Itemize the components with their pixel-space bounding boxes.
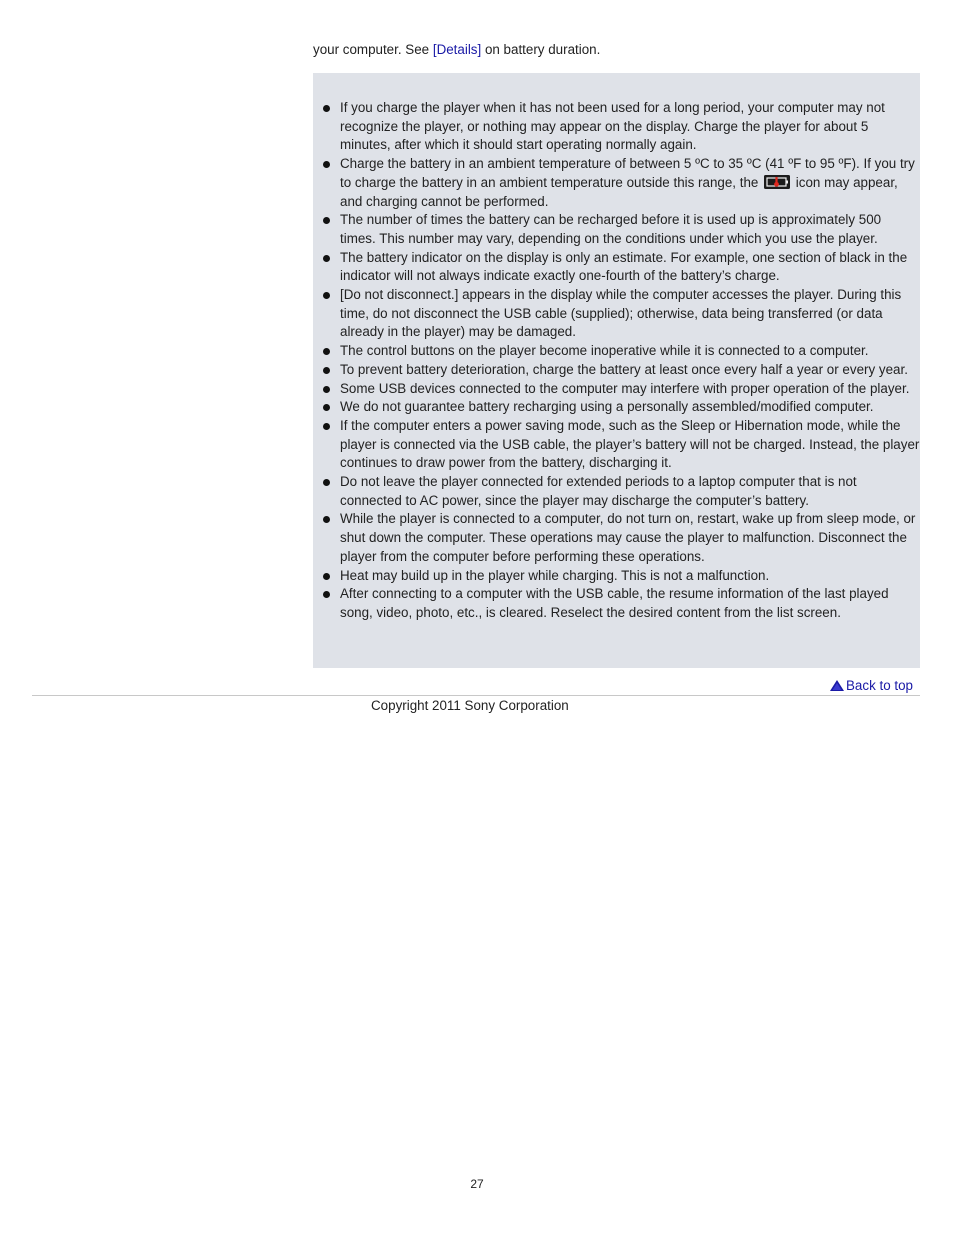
list-item [340,567,920,586]
list-item [340,342,920,361]
list-item [340,585,920,622]
list-item-text: We do not guarantee battery recharging using a personally assembled/modified computer. [340,399,874,415]
bullet-icon [323,423,330,430]
up-triangle-icon [830,680,844,691]
bullet-icon [323,591,330,598]
bullet-icon [323,348,330,355]
bullet-icon [323,404,330,411]
bullet-icon [323,516,330,523]
bullet-icon [323,292,330,299]
copyright-text: Copyright 2011 Sony Corporation [371,698,569,713]
list-item [340,286,920,342]
bullet-icon [323,255,330,262]
bullet-icon [323,367,330,374]
back-to-top-link[interactable] [830,677,913,694]
list-item-text: Some USB devices connected to the computer may interfere with proper operation of the player. [340,380,910,396]
list-item-text: If you charge the player when it has not been used for a long period, your computer may not recognize the player, or nothing may appear on the display. Charge the player for about 5 minutes, after which it should start operating normally again. [340,100,885,153]
list-item [340,417,920,473]
list-item-text-before: Charge the battery in an ambient temperature of between 5 ºC to 35 ºC (41 ºF to 95 ºF). If you try to charge the battery in an ambient temperature outside this range, the [340,156,915,190]
back-to-top-label: Back to top [846,678,913,693]
bullet-icon [323,479,330,486]
list-item [340,380,920,399]
list-item-text: The battery indicator on the display is only an estimate. For example, one section of black in the indicator will not always indicate exactly one-fourth of the battery’s charge. [340,249,908,284]
bullet-icon [323,161,330,168]
list-item-text: The control buttons on the player become inoperative while it is connected to a computer. [340,343,869,359]
list-item [340,398,920,417]
list-item-text: Heat may build up in the player while charging. This is not a malfunction. [340,567,770,583]
details-link[interactable]: [Details] [432,42,482,57]
list-item-text: To prevent battery deterioration, charge the battery at least once every half a year or every year. [340,361,908,377]
bullet-icon [323,105,330,112]
charging-error-icon [764,175,790,189]
page-number: 27 [470,1177,484,1191]
intro-text-after: on battery duration. [481,42,601,57]
bullet-icon [323,217,330,224]
list-item-text: Do not leave the player connected for extended periods to a laptop computer that is not connected to AC power, since the player may discharge the computer’s battery. [340,474,857,508]
list-item-text: After connecting to a computer with the USB cable, the resume information of the last played song, video, photo, etc., is cleared. Reselect the desired content from the list screen. [340,586,889,620]
notes-list [313,99,920,623]
list-item [340,249,920,286]
list-item-text: The number of times the battery can be recharged before it is used up is approximately 500 times. This number may vary, depending on the conditions under which you use the player. [340,212,882,246]
list-item [340,99,920,155]
list-item [340,473,920,510]
bullet-icon [323,573,330,580]
list-item [340,155,920,211]
bullet-icon [323,386,330,393]
list-item-text: [Do not disconnect.] appears in the display while the computer accesses the player. During this time, do not disconnect the USB cable (supplied); otherwise, data being transferred (or data already in the player) may be damaged. [340,287,902,340]
intro-paragraph [313,41,600,58]
list-item [340,361,920,380]
list-item-text [340,155,920,211]
list-item [340,211,920,248]
list-item-text-after: icon may appear, and charging cannot be performed. [340,174,898,209]
note-box [313,73,920,668]
footer-divider [32,695,920,696]
list-item-text: While the player is connected to a computer, do not turn on, restart, wake up from sleep mode, or shut down the computer. These operations may cause the player to malfunction. Disconnect the player from the computer before performing these operations. [340,511,916,564]
list-item-text: If the computer enters a power saving mode, such as the Sleep or Hibernation mode, while the player is connected via the USB cable, the player’s battery will not be charged. Instead, the player continues to draw power from the battery, discharging it. [340,417,920,471]
intro-text-before: your computer. See [313,42,433,57]
list-item [340,510,920,566]
